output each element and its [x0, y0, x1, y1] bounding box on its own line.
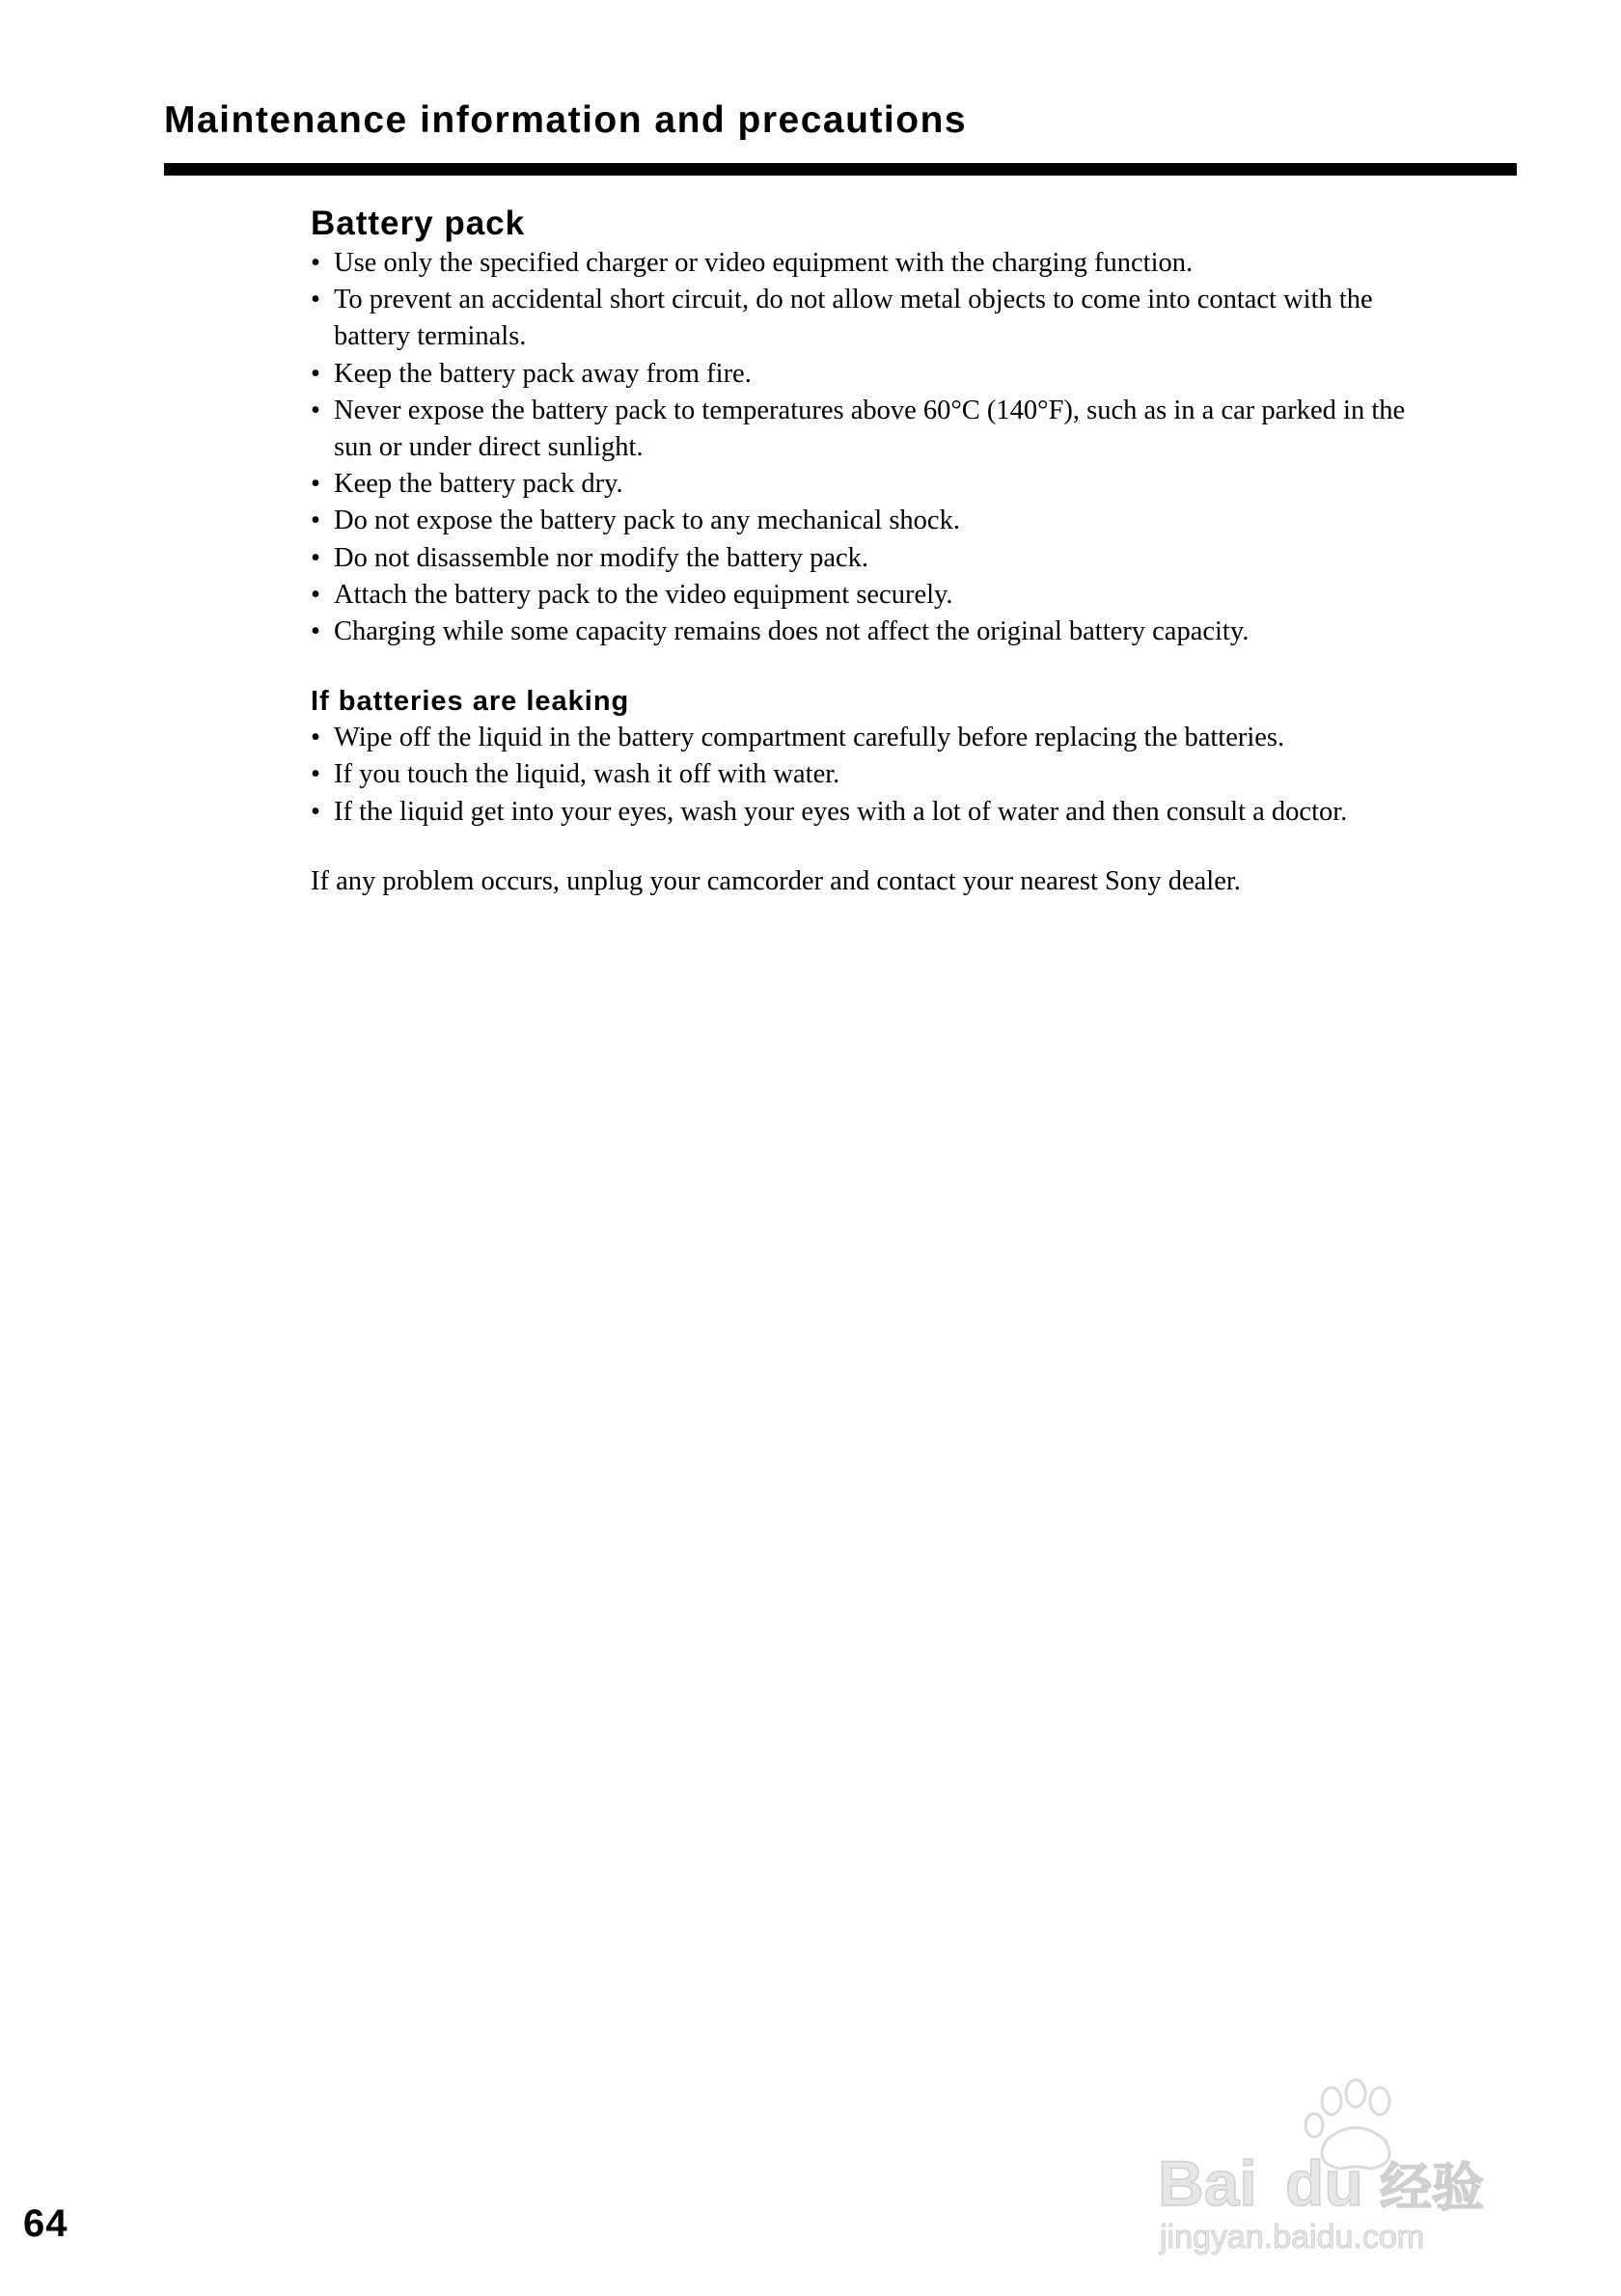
bullet-icon: • — [311, 285, 320, 315]
list-item — [311, 282, 1449, 355]
list-item — [311, 540, 1449, 577]
list-item — [311, 245, 1449, 282]
list-item-text: Use only the specified charger or video equipment with the charging function. — [334, 248, 1194, 278]
list-item-text: Charging while some capacity remains does not affect the original battery capacity. — [334, 616, 1250, 647]
section-spacer — [311, 831, 1449, 863]
bullet-icon: • — [311, 723, 320, 753]
leaking-heading: If batteries are leaking — [311, 686, 630, 718]
bullet-icon: • — [311, 759, 320, 790]
list-item-text: If you touch the liquid, wash it off with water. — [334, 759, 840, 790]
list-item-text: Keep the battery pack away from fire. — [334, 358, 752, 389]
bullet-icon: • — [311, 579, 320, 610]
svg-text:Bai: Bai — [1158, 2147, 1257, 2219]
bullet-icon: • — [311, 469, 320, 500]
list-item-text: Wipe off the liquid in the battery compartment carefully before replacing the batteries. — [334, 723, 1285, 753]
bullet-icon: • — [311, 542, 320, 573]
page-number: 64 — [23, 2202, 69, 2245]
main-content — [311, 203, 1449, 900]
bullet-icon: • — [311, 395, 320, 425]
list-item — [311, 577, 1449, 614]
list-item — [311, 720, 1449, 756]
list-item — [311, 466, 1449, 503]
baidu-watermark-logo — [1158, 2072, 1544, 2255]
list-item — [311, 756, 1449, 793]
list-item-text: Do not disassemble nor modify the battery pack. — [334, 542, 869, 573]
svg-text:jingyan.baidu.com: jingyan.baidu.com — [1160, 2219, 1425, 2255]
svg-text:du: du — [1285, 2147, 1363, 2219]
bullet-icon: • — [311, 616, 320, 647]
closing-note: If any problem occurs, unplug your camcorder and contact your nearest Sony dealer. — [311, 865, 1241, 896]
list-item-text: Never expose the battery pack to temperatures above 60°C (140°F), such as in a car parked in the sun or under direct sunlight. — [334, 395, 1406, 463]
list-item-text: Attach the battery pack to the video equipment securely. — [334, 579, 953, 610]
list-item-text: Do not expose the battery pack to any mechanical shock. — [334, 506, 960, 536]
bullet-icon: • — [311, 506, 320, 536]
list-item — [311, 393, 1449, 466]
svg-text:经验: 经验 — [1380, 2159, 1484, 2217]
battery-pack-heading: Battery pack — [311, 205, 526, 242]
leaking-list — [311, 720, 1449, 831]
list-item — [311, 356, 1449, 393]
list-item — [311, 614, 1449, 650]
battery-pack-list — [311, 245, 1449, 650]
list-item-text: Keep the battery pack dry. — [334, 469, 623, 500]
page-title: Maintenance information and precautions — [164, 99, 968, 141]
header-rule — [164, 163, 1517, 176]
bullet-icon: • — [311, 796, 320, 827]
bullet-icon: • — [311, 248, 320, 278]
bullet-icon: • — [311, 358, 320, 389]
list-item — [311, 503, 1449, 539]
section-spacer — [311, 650, 1449, 683]
list-item-text: If the liquid get into your eyes, wash your eyes with a lot of water and then consult a doctor. — [334, 796, 1348, 827]
list-item — [311, 794, 1449, 831]
list-item-text: To prevent an accidental short circuit, do not allow metal objects to come into contact with the battery terminals. — [334, 285, 1373, 352]
